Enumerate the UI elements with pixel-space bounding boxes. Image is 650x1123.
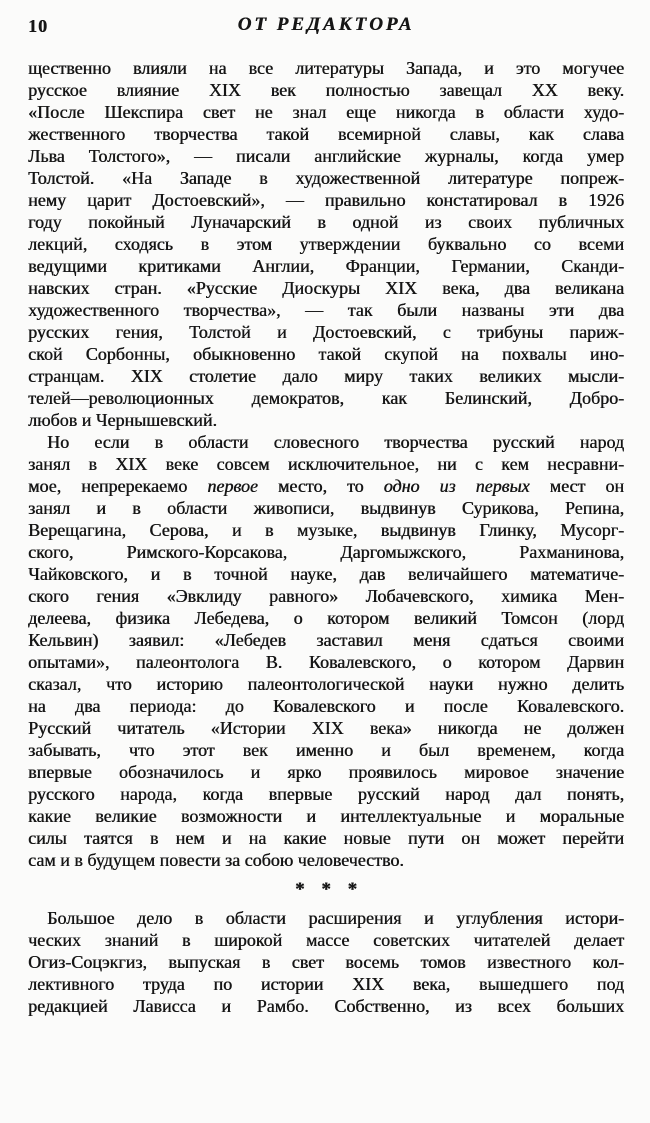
page-body <box>28 57 624 1017</box>
text-line: занял и в области живописи, выдвинув Сурикова, Репина, <box>28 498 624 518</box>
text-line: Но если в области словесного творчества русский народ <box>47 432 624 452</box>
text-line: на два периода: до Ковалевского и после Ковалевского. <box>28 696 624 716</box>
text-line: редакцией Лависса и Рамбо. Собственно, из всех больших <box>28 996 624 1016</box>
text-line: делеева, физика Лебедева, о котором великий Томсон (лорд <box>28 608 624 628</box>
text-line: какие великие возможности и интеллектуальные и моральные <box>28 806 624 826</box>
text-line: лекций, сходясь в этом утверждении буквально со всеми <box>28 234 624 254</box>
page-header <box>28 14 624 38</box>
text-line: Льва Толстого», — писали английские журналы, когда умер <box>28 146 624 166</box>
text-line: опытами», палеонтолога В. Ковалевского, о котором Дарвин <box>28 652 624 672</box>
text-line: русского народа, когда впервые русский народ дал понять, <box>28 784 624 804</box>
text-line: мое, непререкаемо первое место, то одно из первых мест он <box>28 476 624 496</box>
text-line: Большое дело в области расширения и углубления истори- <box>47 908 624 928</box>
paragraph <box>28 57 624 431</box>
text-line: странцам. XIX столетие дало миру таких великих мысли- <box>28 366 624 386</box>
paragraph <box>28 431 624 871</box>
text-line: ской Сорбонны, обыкновенно такой скупой на похвалы ино- <box>28 344 624 364</box>
text-line: впервые обозначилось и ярко проявилось мировое значение <box>28 762 624 782</box>
text-line: Верещагина, Серова, и в музыке, выдвинув Глинку, Мусорг- <box>28 520 624 540</box>
section-separator: * * * <box>295 879 357 900</box>
text-line: Кельвин) заявил: «Лебедев заставил меня сдаться своими <box>28 630 624 650</box>
text-line: «После Шекспира свет не знал еще никогда в области худо- <box>28 102 624 122</box>
text-line: сказал, что историю палеонтологической науки нужно делить <box>28 674 624 694</box>
text-line: жественного творчества такой всемирной славы, как слава <box>28 124 624 144</box>
text-line: любов и Чернышевский. <box>28 410 217 430</box>
text-line: году покойный Луначарский в одной из своих публичных <box>28 212 624 232</box>
text-line: сам и в будущем повести за собою человечество. <box>28 850 404 870</box>
running-title: ОТ РЕДАКТОРА <box>237 14 415 35</box>
text-line: лективного труда по истории XIX века, вышедшего под <box>28 974 624 994</box>
text-line: Толстой. «На Западе в художественной литературе попреж- <box>28 168 624 188</box>
text-line: ведущими критиками Англии, Франции, Германии, Сканди- <box>28 256 624 276</box>
text-line: ского, Римского-Корсакова, Даргомыжского, Рахманинова, <box>28 542 624 562</box>
text-line: щественно влияли на все литературы Запада, и это могучее <box>28 58 624 78</box>
page-number: 10 <box>28 16 48 36</box>
text-line: русское влияние XIX век полностью завещал XX веку. <box>28 80 624 100</box>
text-line: ческих знаний в широкой массе советских читателей делает <box>28 930 624 950</box>
text-line: силы таятся в нем и на какие новые пути он может перейти <box>28 828 624 848</box>
text-line: Огиз-Соцэкгиз, выпуская в свет восемь томов известного кол- <box>28 952 624 972</box>
text-line: занял в XIX веке совсем исключительное, ни с кем несравни- <box>28 454 624 474</box>
paragraph <box>28 907 624 1017</box>
text-line: Чайковского, и в точной науке, дав величайшего математиче- <box>28 564 624 584</box>
text-line: Русский читатель «Истории XIX века» никогда не должен <box>28 718 624 738</box>
text-line: забывать, что этот век именно и был временем, когда <box>28 740 624 760</box>
text-line: нему царит Достоевский», — правильно констатировал в 1926 <box>28 190 624 210</box>
text-line: телей—революционных демократов, как Белинский, Добро- <box>28 388 624 408</box>
text-line: навских стран. «Русские Диоскуры XIX века, два великана <box>28 278 624 298</box>
text-line: художественного творчества», — так были названы эти два <box>28 300 624 320</box>
text-line: ского гения «Эвклиду равного» Лобачевского, химика Мен- <box>28 586 624 606</box>
text-line: русских гения, Толстой и Достоевский, с трибуны париж- <box>28 322 624 342</box>
